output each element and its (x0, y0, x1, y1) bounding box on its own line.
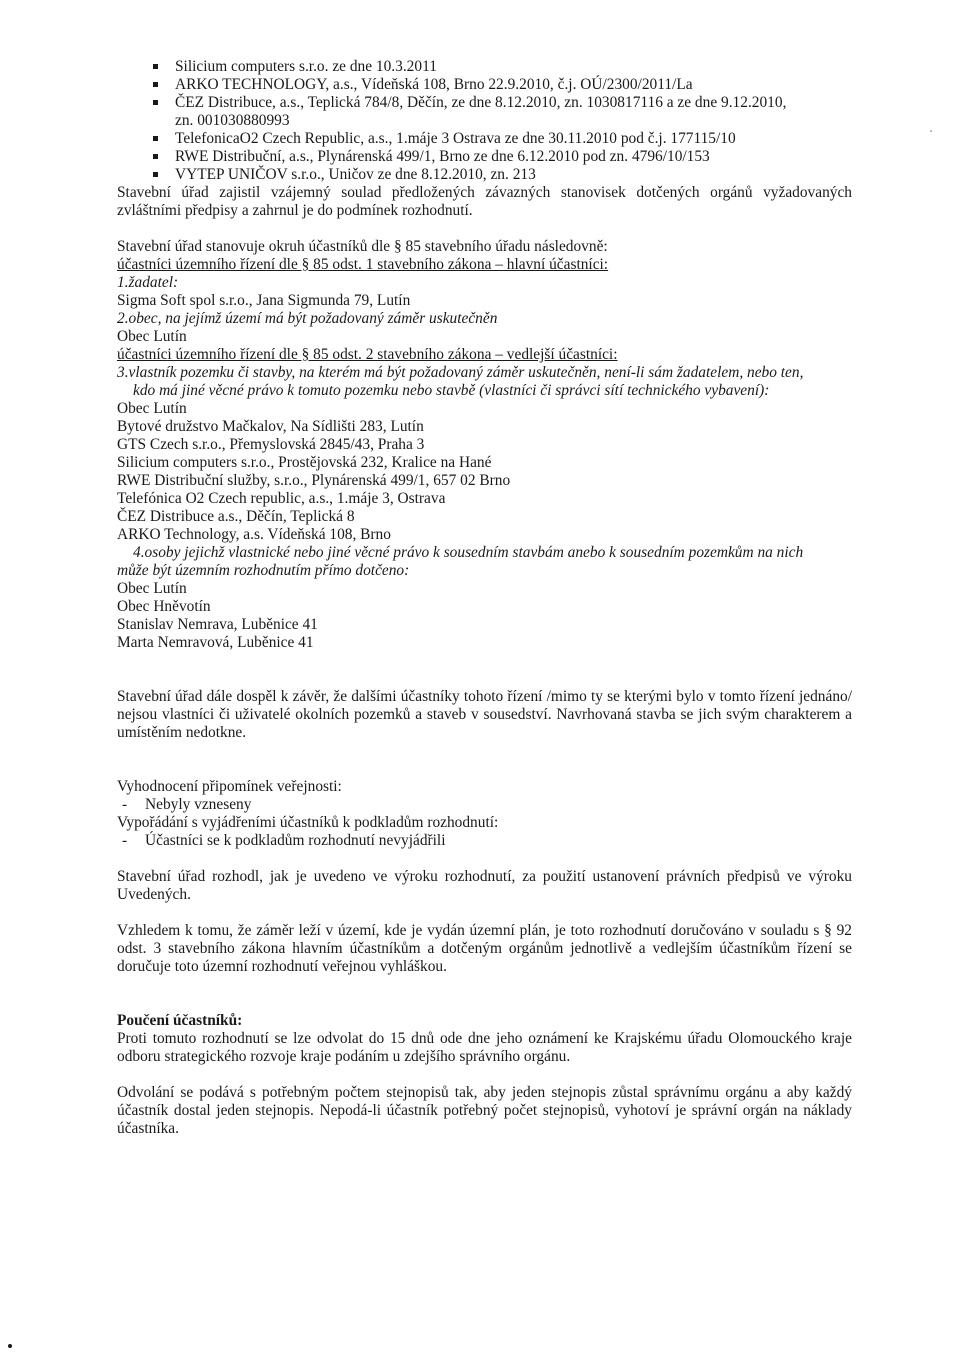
list-item (117, 832, 852, 850)
label-obec: 2.obec, na jejímž území má být požadovaný záměr uskutečněn (117, 310, 498, 327)
bullet-icon (153, 154, 158, 159)
paragraph-stejnopis: Odvolání se podává s potřebným počtem stejnopisů tak, aby jeden stejnopis zůstal správnímu orgánu a aby každý účastník dostal jeden stejnopis. Nepodá-li účastník potřebný počet stejnopisů, vyhotoví je správní orgán na náklady účastníka. (117, 1084, 852, 1137)
bullet-icon (153, 136, 158, 141)
label-zadatel: 1.žadatel: (117, 274, 179, 291)
document-page (117, 58, 852, 1138)
text-obec: Obec Lutín (117, 328, 187, 345)
heading-hlavni-ucastnici: účastníci územního řízení dle § 85 odst. 1 stavebního zákona – hlavní účastníci: (117, 256, 609, 273)
list-item (175, 130, 852, 148)
list-item-text: Nebyly vzneseny (145, 796, 252, 813)
bullet-icon (153, 100, 158, 105)
list-item: GTS Czech s.r.o., Přemyslovská 2845/43, Praha 3 (117, 436, 425, 453)
list-item-text: ARKO TECHNOLOGY, a.s., Vídeňská 108, Brno 22.9.2010, č.j. OÚ/2300/2011/La (175, 76, 693, 93)
bullet-icon (153, 172, 158, 177)
label-vlastnik: 3.vlastník pozemku či stavby, na kterém má být požadovaný záměr uskutečněn, není-li sám žadatelem, nebo ten, (117, 364, 804, 381)
paragraph-zaver: Stavební úřad dále dospěl k závěr, že dalšími účastníky tohoto řízení /mimo ty se kterými bylo v tomto řízení jednáno/ nejsou vlastníci či uživatelé okolních pozemků a staveb v sousedství. Navrhovaná stavba se jich svým charakterem a umístěním nedotkne. (117, 688, 852, 741)
list-item: Obec Lutín (117, 400, 187, 417)
list-item-text: Účastníci se k podkladům rozhodnutí nevyjádřili (145, 832, 446, 849)
list-item (175, 58, 852, 76)
list-item (175, 76, 852, 94)
list-item-text: RWE Distribuční, a.s., Plynárenská 499/1, Brno ze dne 6.12.2010 pod zn. 4796/10/153 (175, 148, 710, 165)
list-item: Stanislav Nemrava, Luběnice 41 (117, 616, 318, 633)
heading-pouceni: Poučení účastníků: (117, 1012, 243, 1029)
scan-dot (8, 1344, 12, 1348)
heading-vyjadreni: Vypořádání s vyjádřeními účastníků k podkladům rozhodnutí: (117, 814, 499, 831)
paragraph-odvolat: Proti tomuto rozhodnutí se lze odvolat do 15 dnů ode dne jeho oznámení ke Krajskému úřadu Olomouckého kraje odboru strategického rozvoje kraje podáním u zdejšího správního orgánu. (117, 1030, 852, 1065)
list-item: RWE Distribuční služby, s.r.o., Plynárenská 499/1, 657 02 Brno (117, 472, 511, 489)
list-item: Silicium computers s.r.o., Prostějovská 232, Kralice na Hané (117, 454, 492, 471)
heading-pripominky: Vyhodnocení připomínek veřejnosti: (117, 778, 342, 795)
list-item-text: zn. 001030880993 (175, 112, 290, 129)
list-item: Obec Lutín (117, 580, 187, 597)
dash-icon: - (122, 796, 128, 813)
scan-speck (930, 130, 932, 132)
list-item-text: VYTEP UNIČOV s.r.o., Uničov ze dne 8.12.2010, zn. 213 (175, 166, 536, 183)
paragraph-okruh: Stavební úřad stanovuje okruh účastníků dle § 85 stavebního úřadu následovně: (117, 238, 608, 255)
list-item (117, 796, 852, 814)
list-item: Telefónica O2 Czech republic, a.s., 1.máje 3, Ostrava (117, 490, 446, 507)
sousede-list (117, 580, 852, 652)
stanoviska-list (117, 58, 852, 184)
paragraph-soulad: Stavební úřad zajistil vzájemný soulad předložených závazných stanovisek dotčených orgánů vyžadovaných zvláštními předpisy a zahrnul je do podmínek rozhodnutí. (117, 184, 852, 219)
list-item: Marta Nemravová, Luběnice 41 (117, 634, 314, 651)
paragraph-rozhodl: Stavební úřad rozhodl, jak je uvedeno ve výroku rozhodnutí, za použití ustanovení právních předpisů ve výroku Uvedených. (117, 868, 852, 903)
bullet-icon (153, 82, 158, 87)
dash-icon: - (122, 832, 128, 849)
list-item: Bytové družstvo Mačkalov, Na Sídlišti 283, Lutín (117, 418, 424, 435)
text-zadatel: Sigma Soft spol s.r.o., Jana Sigmunda 79, Lutín (117, 292, 411, 309)
paragraph-vzhledem: Vzhledem k tomu, že záměr leží v území, kde je vydán územní plán, je toto rozhodnutí doručováno v souladu s § 92 odst. 3 stavebního zákona hlavním účastníkům a dotčeným orgánům jednotlivě a vedlejším účastníkům řízení se doručuje toto územní rozhodnutí veřejnou vyhláškou. (117, 922, 852, 975)
label-osoby-cont: může být územním rozhodnutím přímo dotčeno: (117, 562, 410, 579)
list-item: Obec Hněvotín (117, 598, 211, 615)
list-item (175, 148, 852, 166)
list-item-text: TelefonicaO2 Czech Republic, a.s., 1.máje 3 Ostrava ze dne 30.11.2010 pod č.j. 177115/10 (175, 130, 736, 147)
heading-vedlejsi-ucastnici: účastníci územního řízení dle § 85 odst. 2 stavebního zákona – vedlejší účastníci: (117, 346, 618, 363)
vlastnici-list (117, 400, 852, 544)
list-item: ČEZ Distribuce a.s., Děčín, Teplická 8 (117, 508, 355, 525)
list-item (175, 166, 852, 184)
list-item (175, 94, 852, 130)
list-item-text: ČEZ Distribuce, a.s., Teplická 784/8, Děčín, ze dne 8.12.2010, zn. 1030817116 a ze dne 9.12.2010, (175, 94, 787, 111)
list-item: ARKO Technology, a.s. Vídeňská 108, Brno (117, 526, 391, 543)
bullet-icon (153, 64, 158, 69)
label-osoby: 4.osoby jejichž vlastnické nebo jiné věcné právo k sousedním stavbám anebo k sousedním pozemkům na nich (133, 544, 804, 561)
label-vlastnik-cont: kdo má jiné věcné právo k tomuto pozemku nebo stavbě (vlastníci či správci sítí technického vybavení): (133, 382, 770, 399)
list-item-text: Silicium computers s.r.o. ze dne 10.3.2011 (175, 58, 437, 75)
